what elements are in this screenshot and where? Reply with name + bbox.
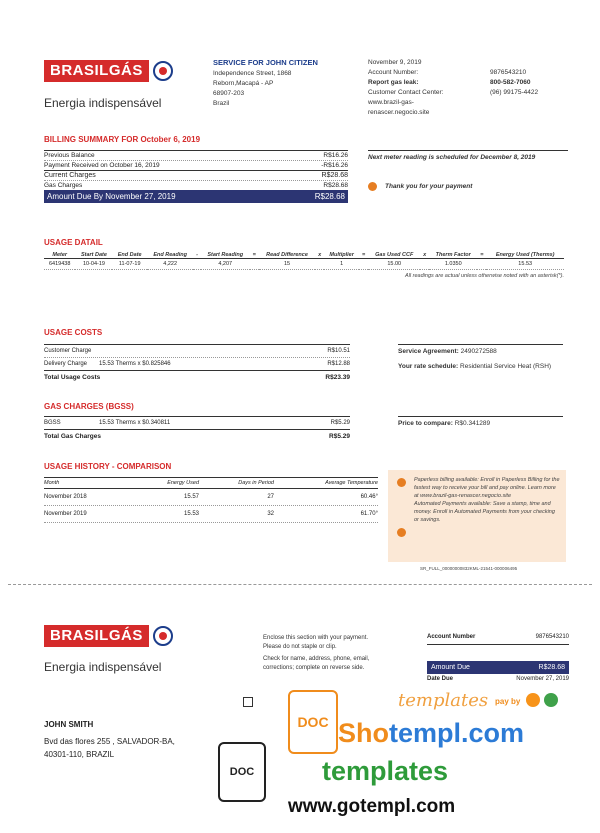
amount-due-bar [44,190,348,203]
account-label: Account Number: [368,69,419,76]
stub-account-label: Account Number [427,634,476,640]
col-read-diff: Read Difference [266,252,308,258]
col-month: Month [44,480,60,486]
brand-badge-icon [153,626,173,646]
billing-table [44,150,348,203]
address-line: 40301-110, BRAZIL [44,750,115,759]
total-usage-row [44,371,350,384]
bitcoin-icon [526,693,540,707]
usage-costs-table [44,344,350,384]
cell: 61.70° [360,511,378,517]
billing-row-value: R$28.68 [321,172,348,179]
rate-schedule-value: Residential Service Heat (RSH) [460,363,552,370]
cell: November 2019 [44,511,87,517]
doc-orange-label: DOC [297,714,329,730]
col-end-reading: End Reading [153,252,187,258]
col-start-reading: Start Reading [207,252,244,258]
amount-due-label: Amount Due By November 27, 2019 [47,192,176,201]
billing-row-label: Gas Charges [44,182,83,189]
customer-address [44,735,175,761]
instruction-line: corrections; complete on reverse side. [263,665,365,671]
stub-amount-due [427,661,569,674]
leak-value: 800-582-7060 [490,79,531,86]
op-equals: = [362,252,366,258]
service-agreement-value: 2490272588 [460,348,497,355]
billing-row-value: -R$16.26 [321,162,348,169]
rate-schedule-label: Your rate schedule: [398,363,459,370]
total-usage-value: R$23.39 [325,374,350,381]
table-row [44,489,378,506]
cost-detail [114,348,327,354]
brand-name: BRASILGÁS [44,60,149,82]
cell: 10-04-19 [82,261,105,267]
col-therm-factor: Therm Factor [435,252,471,258]
instruction-line: Enclose this section with your payment. [263,635,369,641]
service-block [213,58,353,109]
service-line: Independence Street, 1868 [213,70,292,77]
address-change-checkbox[interactable] [243,697,253,707]
cut-line [8,584,592,585]
thanks-row [368,182,472,191]
history-header [44,478,378,489]
doc-orange-icon [288,690,338,754]
contact-value: (96) 99175-4422 [490,89,539,96]
price-compare-value: R$0.341289 [454,420,491,427]
statement-code: SR_FULL_00000000832KML-21541-000006495 [420,566,518,571]
usage-costs-title: USAGE COSTS [44,328,103,337]
cell: 60.46° [360,494,378,500]
cost-value: R$12.88 [327,361,350,367]
cost-detail: 15.53 Therms x $0.825846 [99,361,171,367]
cell: 15.53 [183,511,199,517]
cost-label: Customer Charge [44,348,92,354]
cell: 15.53 [518,261,533,267]
usage-detail-table [44,252,564,279]
brand-tagline: Energia indispensável [44,96,162,110]
service-address [213,69,353,109]
col-temp: Average Temperature [325,480,378,486]
paperless-text: Paperless billing available: Enroll in Paperless Billing for the fastest way to receive your bill and pay online. Learn more at www.brazil-gas-renascer.negocio.site [414,477,560,499]
cost-value: R$10.51 [327,348,350,354]
price-compare [398,416,563,427]
history-title: USAGE HISTORY - COMPARISON [44,462,172,471]
col-days: Days in Period [238,480,274,486]
cell: 15 [283,261,291,267]
leak-label: Report gas leak: [368,79,419,86]
gas-label: BGSS [44,420,61,426]
gas-detail: 15.53 Therms x $0.340811 [99,420,171,426]
billing-row [44,181,348,190]
account-info [368,58,558,118]
readings-note: All readings are actual unless otherwise noted with an asterisk(*). [405,273,564,279]
paperless-notice [388,470,566,562]
billing-row-value: R$28.68 [323,182,348,189]
next-meter-note: Next meter reading is scheduled for December 8, 2019 [368,150,568,161]
brand-badge-icon [153,61,173,81]
op-times: x [318,252,322,258]
table-row [44,259,564,270]
cell: 1.0350 [444,261,462,267]
cell: 15.57 [183,494,199,500]
stub-date-value: November 27, 2019 [516,676,569,682]
history-table [44,477,378,523]
billing-row [44,161,348,171]
thanks-text: Thank you for your payment [385,183,473,190]
service-agreement [398,344,563,355]
statement-date: November 9, 2019 [368,59,422,66]
cell: 27 [267,494,274,500]
brand-logo [44,60,173,82]
stub-tagline: Energia indispensável [44,660,162,674]
cell: 1 [340,261,344,267]
cell: 15.00 [387,261,402,267]
instruction-line: Please do not staple or clip. [263,644,337,650]
account-value: 9876543210 [490,69,527,76]
rate-schedule [398,362,563,372]
service-line: Reborn,Macapá - AP [213,80,274,87]
price-compare-label: Price to compare: [398,420,453,427]
col-gas-used: Gas Used CCF [375,252,414,258]
gas-charges-table [44,416,350,443]
cost-row [44,345,350,358]
doc-icon-label: DOC [229,766,255,778]
cell: 4,207 [218,261,233,267]
stub-date-label: Date Due [427,676,454,682]
gas-value: R$5.29 [330,420,350,426]
autopay-text: Automated Payments available: Save a stamp, time and money. Enroll in Automated Payments from your checking or savings. [414,501,555,523]
billing-row [44,151,348,161]
doc-file-icon [218,742,266,802]
shotempl-text: Shotempl.com [338,718,525,748]
info-icon [397,528,406,537]
col-energy-used: Energy Used (Therms) [495,252,555,258]
cell: November 2018 [44,494,87,500]
stub-due-label: Amount Due [431,664,470,671]
op-times: x [423,252,427,258]
op-equals: = [252,252,256,258]
col-multiplier: Multiplier [329,252,354,258]
service-line: 68907-203 [213,90,245,97]
stub-account-value: 9876543210 [535,634,569,640]
customer-name: JOHN SMITH [44,720,94,729]
service-title: SERVICE FOR JOHN CITIZEN [213,58,318,67]
website-link[interactable]: www.brazil-gas- [368,99,414,106]
cell: 32 [267,511,274,517]
shotempl-logo [338,718,524,749]
stub-due-value: R$28.68 [538,664,565,671]
service-agreement-label: Service Agreement: [398,348,459,355]
stub-logo [44,625,173,647]
crypto-icon [544,693,558,707]
pay-by-label: pay by [495,697,521,706]
total-gas-label: Total Gas Charges [44,433,101,440]
website-link-2[interactable]: renascer.negocio.site [368,109,430,116]
cell: 4,222 [163,261,178,267]
amount-due-value: R$28.68 [314,192,345,201]
cell: 6419438 [49,261,71,267]
address-line: Bvd das flores 255 , SALVADOR-BA, [44,737,175,746]
col-start-date: Start Date [80,252,107,258]
billing-row-label: Payment Received on October 16, 2019 [44,162,160,169]
op-equals: = [480,252,484,258]
col-end-date: End Date [117,252,142,258]
total-gas-value: R$5.29 [329,433,350,440]
star-icon [368,182,377,191]
billing-title: BILLING SUMMARY FOR October 6, 2019 [44,135,201,144]
contact-label: Customer Contact Center: [368,89,444,96]
col-energy: Energy Used [167,480,199,486]
gas-row [44,417,350,430]
templates-script: templates [398,690,489,711]
cost-row [44,358,350,371]
gas-charges-title: GAS CHARGES (BGSS) [44,402,134,411]
instruction-line: Check for name, address, phone, email, [263,656,370,662]
billing-row-label: Previous Balance [44,152,95,159]
billing-row-value: R$16.26 [323,152,348,159]
total-usage-label: Total Usage Costs [44,374,101,381]
op-minus: - [196,252,198,258]
total-gas-row [44,430,350,443]
billing-row-label: Current Charges [44,172,96,179]
table-row [44,506,378,523]
usage-detail-title: USAGE DATAIL [44,238,103,247]
gotempl-url: www.gotempl.com [288,796,456,817]
billing-row [44,171,348,181]
service-line: Brazil [213,100,230,107]
stub-account [427,634,569,684]
stub-instructions [263,634,369,673]
stub-brand-name: BRASILGÁS [44,625,149,647]
col-meter: Meter [52,252,68,258]
cost-label: Delivery Charge [44,361,88,367]
info-icon [397,478,406,487]
cell: 11-07-19 [118,261,141,267]
templates-word: templates [322,756,449,786]
